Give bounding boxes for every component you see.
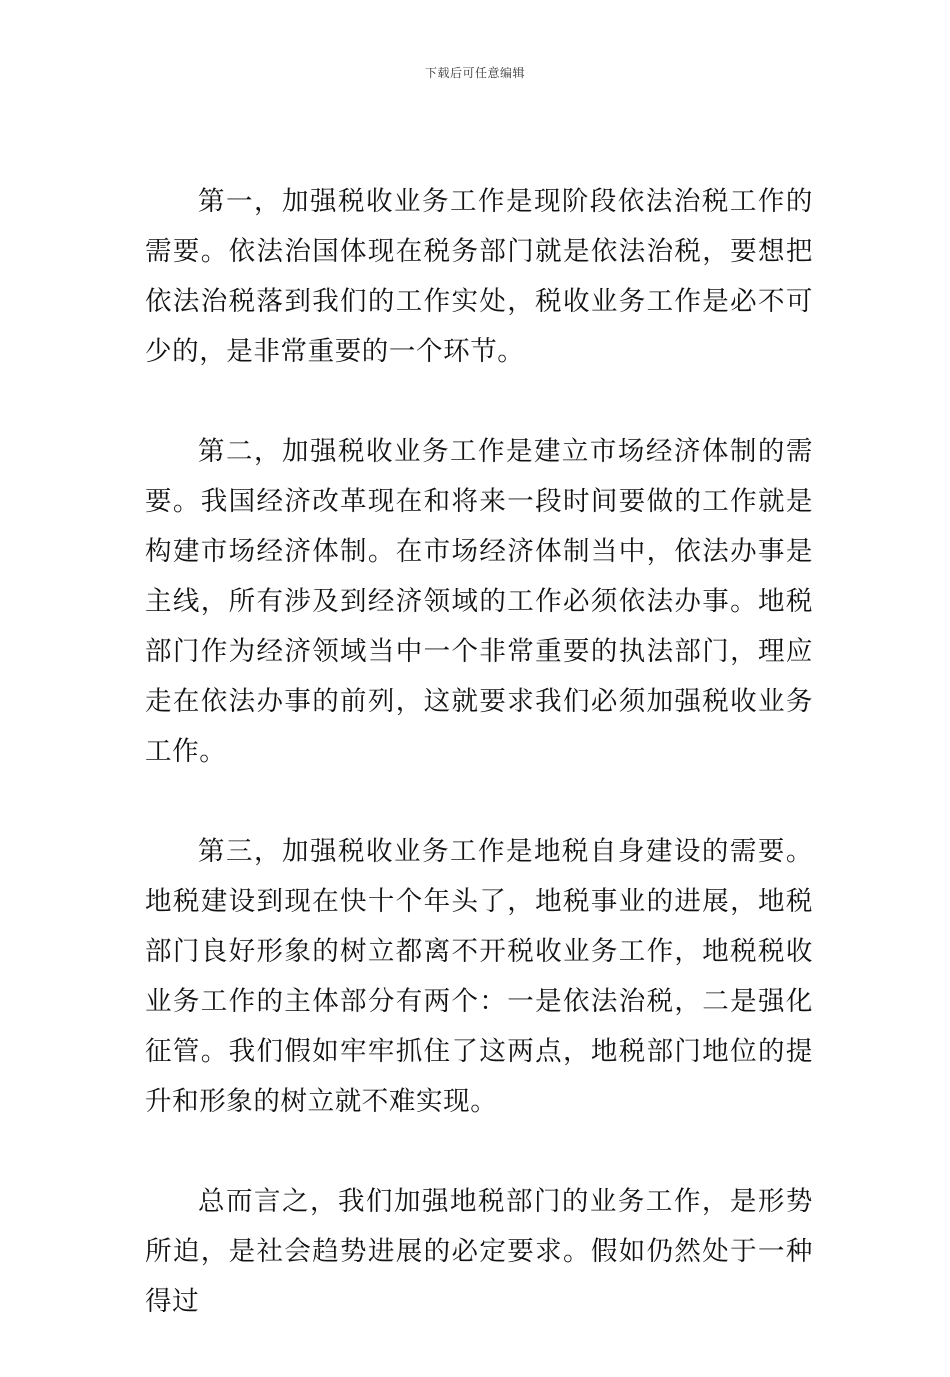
page-header-note: 下载后可任意编辑 [424,66,525,80]
paragraph-3: 第三，加强税收业务工作是地税自身建设的需要。地税建设到现在快十个年头了，地税事业的进展，地税部门良好形象的树立都离不开税收业务工作，地税税收业务工作的主体部分有两个：一是依法治税，二是强化征管。我们假如牢牢抓住了这两点，地税部门地位的提升和形象的树立就不难实现。 [145,836,813,1117]
paragraph-1: 第一，加强税收业务工作是现阶段依法治税工作的需要。依法治国体现在税务部门就是依法治税，要想把依法治税落到我们的工作实处，税收业务工作是必不可少的，是非常重要的一个环节。 [145,186,813,367]
document-body [145,177,813,1377]
paragraph-4: 总而言之，我们加强地税部门的业务工作，是形势所迫，是社会趋势进展的必定要求。假如仍然处于一种得过 [145,1186,813,1317]
paragraph-2: 第二，加强税收业务工作是建立市场经济体制的需要。我国经济改革现在和将来一段时间要做的工作就是构建市场经济体制。在市场经济体制当中，依法办事是主线，所有涉及到经济领域的工作必须依法办事。地税部门作为经济领域当中一个非常重要的执法部门，理应走在依法办事的前列，这就要求我们必须加强税收业务工作。 [145,436,813,767]
